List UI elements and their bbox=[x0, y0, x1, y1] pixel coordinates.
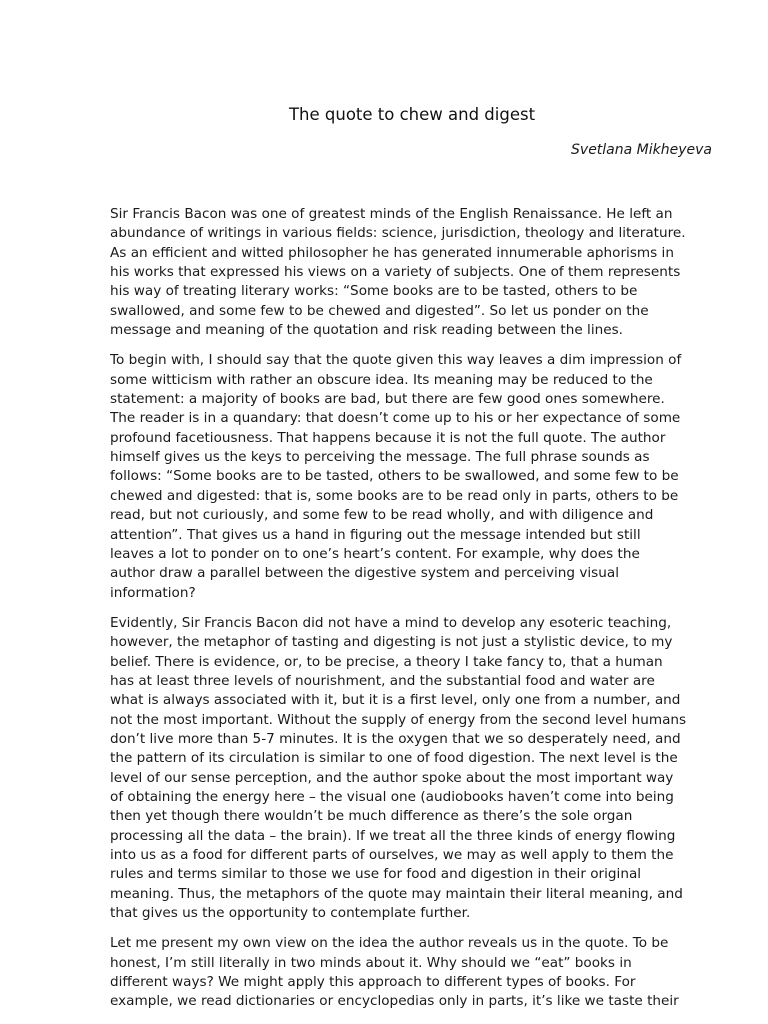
text-line: Let me present my own view on the idea the author reveals us in the quote. To be bbox=[110, 935, 669, 952]
text-line: not the most important. Without the supply of energy from the second level humans bbox=[110, 711, 687, 728]
text-line: swallowed, and some few to be chewed and digested”. So let us ponder on the bbox=[110, 302, 649, 319]
text-line: read, but not curiously, and some few to be read wholly, and with diligence and bbox=[110, 507, 654, 524]
text-line: the pattern of its circulation is similar to one of food digestion. The next level is the bbox=[110, 750, 678, 767]
text-line: information? bbox=[110, 584, 196, 601]
text-line: his works that expressed his views on a variety of subjects. One of them represents bbox=[110, 264, 681, 281]
text-line: don’t live more than 5-7 minutes. It is the oxygen that we so desperately need, and bbox=[110, 730, 681, 747]
text-line: message and meaning of the quotation and risk reading between the lines. bbox=[110, 322, 623, 339]
text-line: of obtaining the energy here – the visual one (audiobooks haven’t come into being bbox=[110, 788, 674, 805]
text-line: level of our sense perception, and the author spoke about the most important way bbox=[110, 769, 674, 786]
paragraph-1 bbox=[110, 205, 716, 340]
text-line: follows: “Some books are to be tasted, others to be swallowed, and some few to be bbox=[110, 468, 679, 485]
text-line: Evidently, Sir Francis Bacon did not have a mind to develop any esoteric teaching, bbox=[110, 614, 672, 631]
document-author: Svetlana Mikheyeva bbox=[571, 142, 712, 158]
text-line: profound facetiousness. That happens because it is not the full quote. The author bbox=[110, 429, 666, 446]
paragraph-4 bbox=[110, 934, 716, 1011]
text-line: author draw a parallel between the digestive system and perceiving visual bbox=[110, 565, 619, 582]
paragraph-3 bbox=[110, 614, 716, 924]
text-line: attention”. That gives us a hand in figuring out the message intended but still bbox=[110, 526, 641, 543]
text-line: The reader is in a quandary: that doesn’t come up to his or her expectance of some bbox=[110, 410, 681, 427]
document-title: The quote to chew and digest bbox=[288, 105, 536, 124]
text-line: belief. There is evidence, or, to be precise, a theory I take fancy to, that a human bbox=[110, 653, 663, 670]
document-body bbox=[110, 205, 716, 1023]
text-line: statement: a majority of books are bad, but there are few good ones somewhere. bbox=[110, 391, 665, 408]
text-line: then yet though there wouldn’t be much difference as there’s the sole organ bbox=[110, 808, 633, 825]
text-line: meaning. Thus, the metaphors of the quote may maintain their literal meaning, and bbox=[110, 885, 683, 902]
text-line: rules and terms similar to those we use for food and digestion in their original bbox=[110, 866, 642, 883]
text-line: however, the metaphor of tasting and digesting is not just a stylistic device, to my bbox=[110, 634, 673, 651]
text-line: has at least three levels of nourishment, and the substantial food and water are bbox=[110, 672, 655, 689]
text-line: To begin with, I should say that the quote given this way leaves a dim impression of bbox=[110, 352, 682, 369]
text-line: into us as a food for different parts of ourselves, we may as well apply to them the bbox=[110, 847, 674, 863]
text-line: honest, I’m still literally in two minds about it. Why should we “eat” books in bbox=[110, 954, 632, 971]
text-line: leaves a lot to ponder on to one’s heart’s content. For example, why does the bbox=[110, 545, 640, 562]
text-line: processing all the data – the brain). If we treat all the three kinds of energy flowing bbox=[110, 827, 676, 844]
text-line: chewed and digested: that is, some books are to be read only in parts, others to be bbox=[110, 487, 679, 504]
text-line: example, we read dictionaries or encyclopedias only in parts, it’s like we taste their bbox=[110, 993, 679, 1010]
text-line: abundance of writings in various fields: science, jurisdiction, theology and literature. bbox=[110, 225, 686, 242]
text-line: Sir Francis Bacon was one of greatest minds of the English Renaissance. He left an bbox=[110, 206, 673, 222]
paragraph-2 bbox=[110, 351, 716, 602]
text-line: that gives us the opportunity to contemplate further. bbox=[110, 905, 471, 922]
text-line: different ways? We might apply this approach to different types of books. For bbox=[110, 974, 636, 991]
text-line: some witticism with rather an obscure idea. Its meaning may be reduced to the bbox=[110, 371, 653, 388]
text-line: what is always associated with it, but it is a first level, only one from a number, and bbox=[110, 692, 681, 709]
text-line: As an efficient and witted philosopher he has generated innumerable aphorisms in bbox=[110, 244, 674, 261]
text-line: his way of treating literary works: “Some books are to be tasted, others to be bbox=[110, 283, 638, 300]
text-line: himself gives us the keys to perceiving the message. The full phrase sounds as bbox=[110, 449, 650, 466]
